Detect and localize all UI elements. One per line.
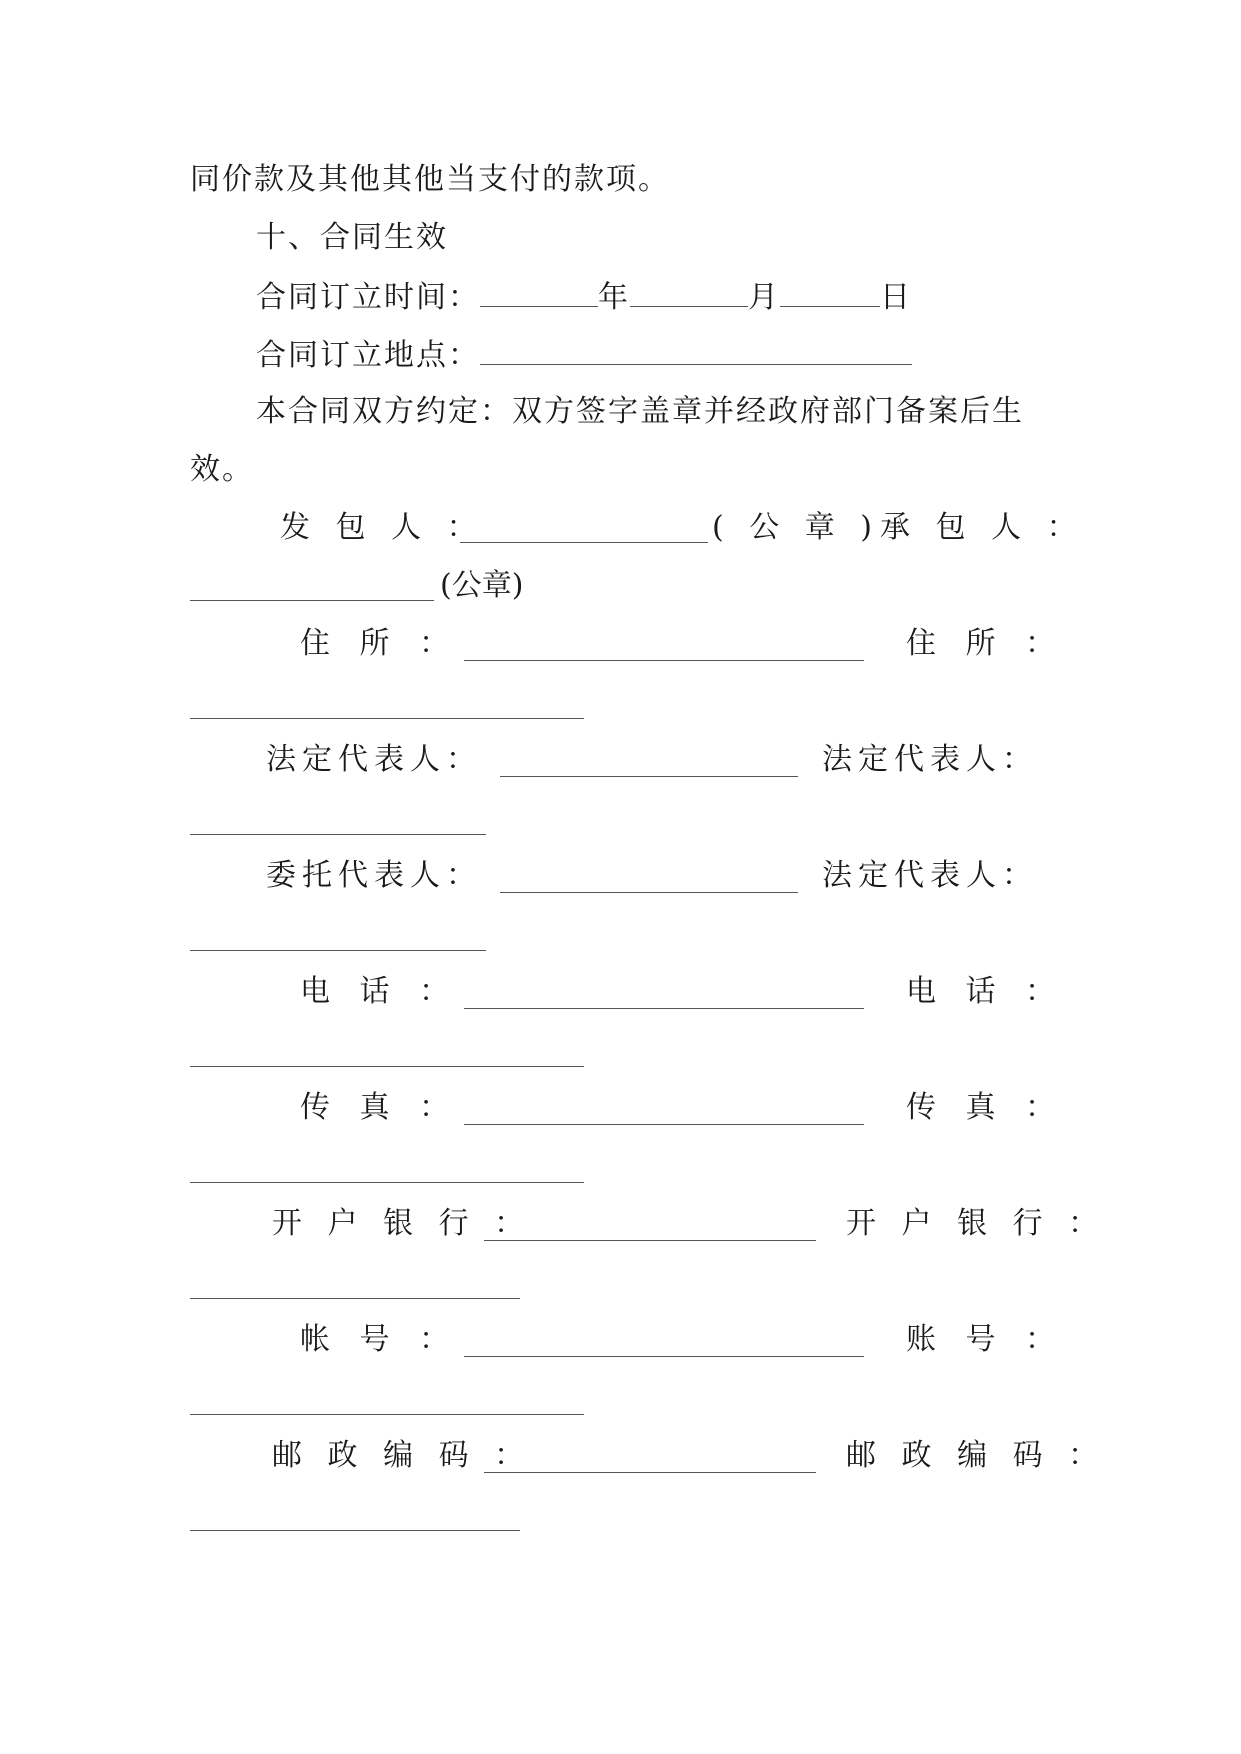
field-right-label-bank: 开 户 银 行 ： <box>846 1206 1107 1241</box>
field-right-blank-legal-rep[interactable] <box>190 834 486 835</box>
year-blank[interactable] <box>480 276 598 307</box>
field-left-label-authorized-rep: 委托代表人： <box>266 858 482 893</box>
field-left-label-residence: 住 所 ： <box>300 626 460 661</box>
sign-time-row <box>256 276 912 318</box>
field-left-blank-fax[interactable] <box>464 1124 864 1125</box>
field-right-label-authorized-rep: 法定代表人： <box>822 858 1038 893</box>
field-right-blank-fax[interactable] <box>190 1182 584 1183</box>
field-right-label-legal-rep: 法定代表人： <box>822 742 1038 777</box>
field-right-label-residence: 住 所 ： <box>906 626 1066 661</box>
field-left-label-bank: 开 户 银 行 ： <box>272 1206 533 1241</box>
field-left-blank-authorized-rep[interactable] <box>500 892 798 893</box>
field-right-blank-phone[interactable] <box>190 1066 584 1067</box>
agreement-text: 本合同双方约定：双方签字盖章并经政府部门备案后生 <box>256 394 1024 429</box>
field-left-blank-residence[interactable] <box>464 660 864 661</box>
day-label: 日 <box>880 280 912 315</box>
employer-blank[interactable] <box>460 542 708 543</box>
field-left-label-phone: 电 话 ： <box>300 974 460 1009</box>
field-right-blank-bank[interactable] <box>190 1298 520 1299</box>
field-right-blank-residence[interactable] <box>190 718 584 719</box>
field-left-label-postcode: 邮 政 编 码 ： <box>272 1438 533 1473</box>
field-right-label-postcode: 邮 政 编 码 ： <box>846 1438 1107 1473</box>
field-right-blank-account[interactable] <box>190 1414 584 1415</box>
field-left-blank-phone[interactable] <box>464 1008 864 1009</box>
field-left-blank-bank[interactable] <box>484 1240 816 1241</box>
month-blank[interactable] <box>630 276 748 307</box>
field-left-blank-postcode[interactable] <box>484 1472 816 1473</box>
field-right-label-fax: 传 真 ： <box>906 1090 1066 1125</box>
field-left-blank-account[interactable] <box>464 1356 864 1357</box>
field-right-label-account: 账 号 ： <box>906 1322 1066 1357</box>
sign-time-label: 合同订立时间： <box>256 280 480 315</box>
field-right-blank-authorized-rep[interactable] <box>190 950 486 951</box>
field-left-label-fax: 传 真 ： <box>300 1090 460 1125</box>
section-heading-contract-effect: 十、合同生效 <box>256 220 448 255</box>
field-left-label-account: 帐 号 ： <box>300 1322 460 1357</box>
day-blank[interactable] <box>780 276 880 307</box>
field-left-label-legal-rep: 法定代表人： <box>266 742 482 777</box>
month-label: 月 <box>748 280 780 315</box>
field-right-blank-postcode[interactable] <box>190 1530 520 1531</box>
agreement-text-end: 效。 <box>190 452 254 487</box>
contractor-blank[interactable] <box>190 600 434 601</box>
body-text-continuation: 同价款及其他其他当支付的款项。 <box>190 162 670 197</box>
field-left-blank-legal-rep[interactable] <box>500 776 798 777</box>
sign-place-label: 合同订立地点： <box>256 338 480 373</box>
sign-place-row <box>256 334 912 376</box>
sign-place-blank[interactable] <box>480 334 912 365</box>
year-label: 年 <box>598 280 630 315</box>
field-right-label-phone: 电 话 ： <box>906 974 1066 1009</box>
employer-label: 发 包 人 ： <box>280 510 485 545</box>
seal-label-2: (公章) <box>440 568 524 603</box>
contractor-label: 承 包 人 ： <box>880 510 1085 545</box>
seal-label-1: ( 公 章 ) <box>712 510 881 545</box>
